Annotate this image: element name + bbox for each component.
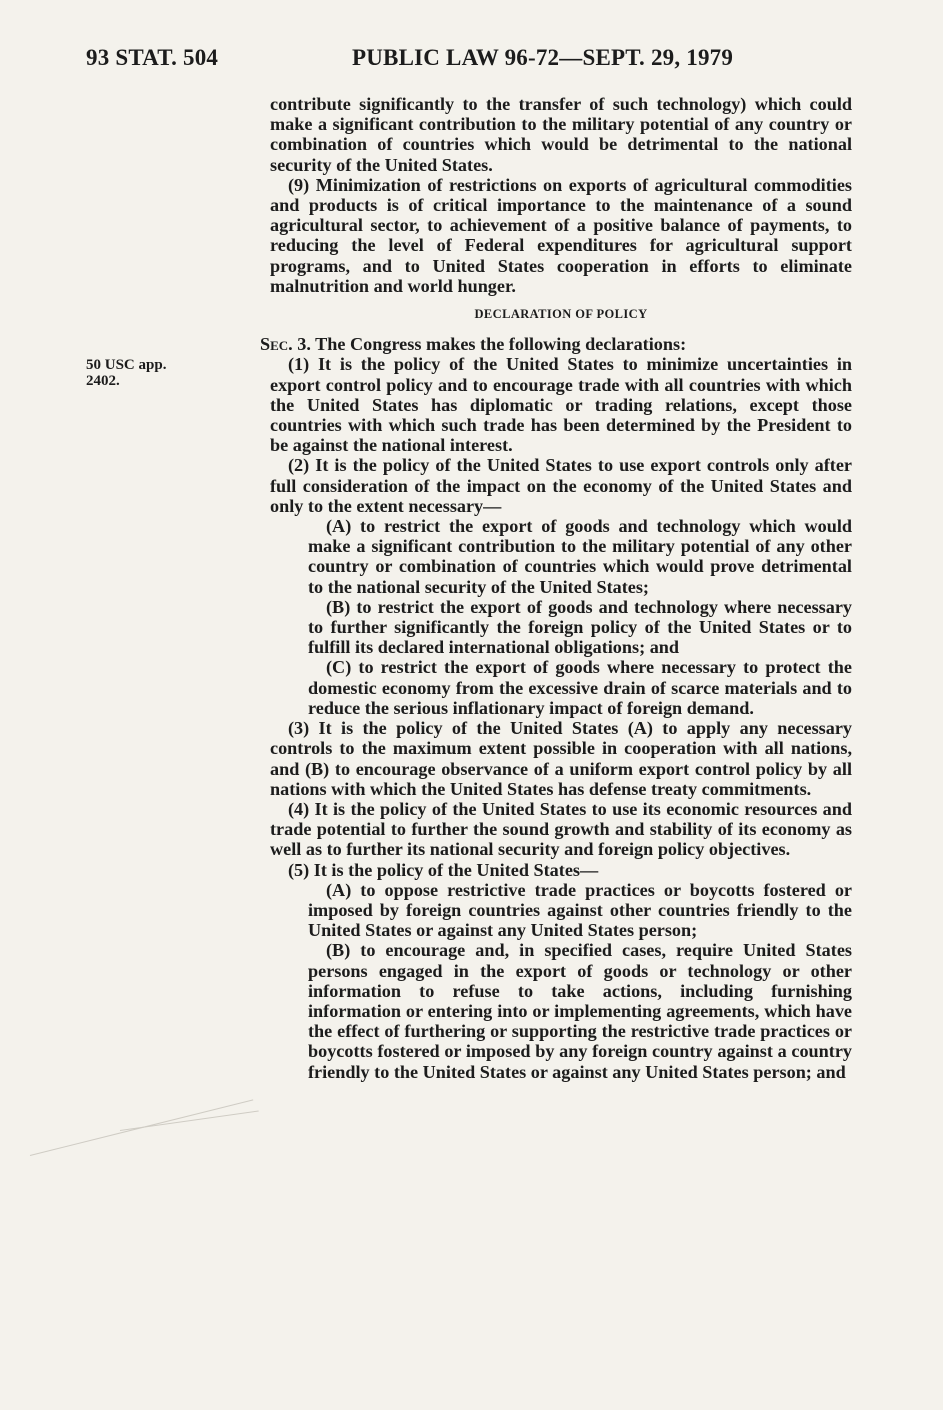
body-text	[260, 94, 852, 1082]
declaration-5: (5) It is the policy of the United States—	[288, 859, 599, 880]
declaration-4: (4) It is the policy of the United States to use its economic resources and trade potential to further the sound growth and stability of its economy as well as to further its national security and foreign policy objectives.	[270, 798, 852, 860]
declaration-2: (2) It is the policy of the United States to use export controls only after full consideration of the impact on the economy of the United States and only to the extent necessary—	[270, 455, 852, 516]
declaration-5b: (B) to encourage and, in specified cases, require United States persons engaged in the export of goods or technology or other information to refuse to take actions, including furnishing information or entering into or implementing agreements, which have the effect of furthering or supporting the restrictive trade practices or boycotts fostered or imposed by any foreign country against a country friendly to the United States or against any United States person; and	[308, 940, 852, 1082]
scan-artifact-line	[120, 1111, 259, 1131]
declaration-2c: (C) to restrict the export of goods where necessary to protect the domestic economy from the excessive drain of scarce materials and to reduce the serious inflationary impact of foreign demand.	[308, 657, 852, 718]
declaration-2b: (B) to restrict the export of goods and technology where necessary to further significantly the foreign policy of the United States or to fulfill its declared international obligations; and	[308, 596, 852, 658]
declaration-5a: (A) to oppose restrictive trade practices or boycotts fostered or imposed by foreign countries against other countries friendly to the United States or against any United States person;	[308, 879, 852, 941]
margin-citation-line: 50 USC app.	[86, 357, 167, 373]
page-title: PUBLIC LAW 96-72—SEPT. 29, 1979	[352, 45, 734, 70]
stat-page-number: 93 STAT. 504	[86, 45, 219, 70]
margin-citation-line: 2402.	[86, 373, 120, 389]
section-3-intro	[260, 334, 852, 355]
section-heading: DECLARATION OF POLICY	[474, 307, 648, 322]
declaration-2a: (A) to restrict the export of goods and technology which would make a significant contribution to the military potential of any other country or combination of countries which would prove detrimental to the national security of the United States;	[308, 516, 852, 597]
declaration-1: (1) It is the policy of the United States to minimize uncertainties in export control policy and to encourage trade with all countries with which the United States has diplomatic or trading relations, except those countries with which such trade has been determined by the President to be against the national interest.	[270, 354, 852, 456]
margin-citation	[86, 357, 166, 389]
section-3-text: 3. The Congress makes the following declarations:	[297, 334, 687, 355]
paragraph-continuation: contribute significantly to the transfer of such technology) which could make a significant contribution to the military potential of any country or combination of countries which would be detrimental to the national security of the United States.	[270, 94, 852, 175]
declaration-3: (3) It is the policy of the United States (A) to apply any necessary controls to the maximum extent possible in cooperation with all nations, and (B) to encourage observance of a uniform export control policy by all nations with which the United States has defense treaty commitments.	[270, 718, 852, 799]
section-label: Sec.	[260, 334, 293, 355]
paragraph-9: (9) Minimization of restrictions on exports of agricultural commodities and products is of critical importance to the maintenance of a sound agricultural sector, to achievement of a positive balance of payments, to reducing the level of Federal expenditures for agricultural support programs, and to United States cooperation in efforts to eliminate malnutrition and world hunger.	[270, 174, 852, 296]
